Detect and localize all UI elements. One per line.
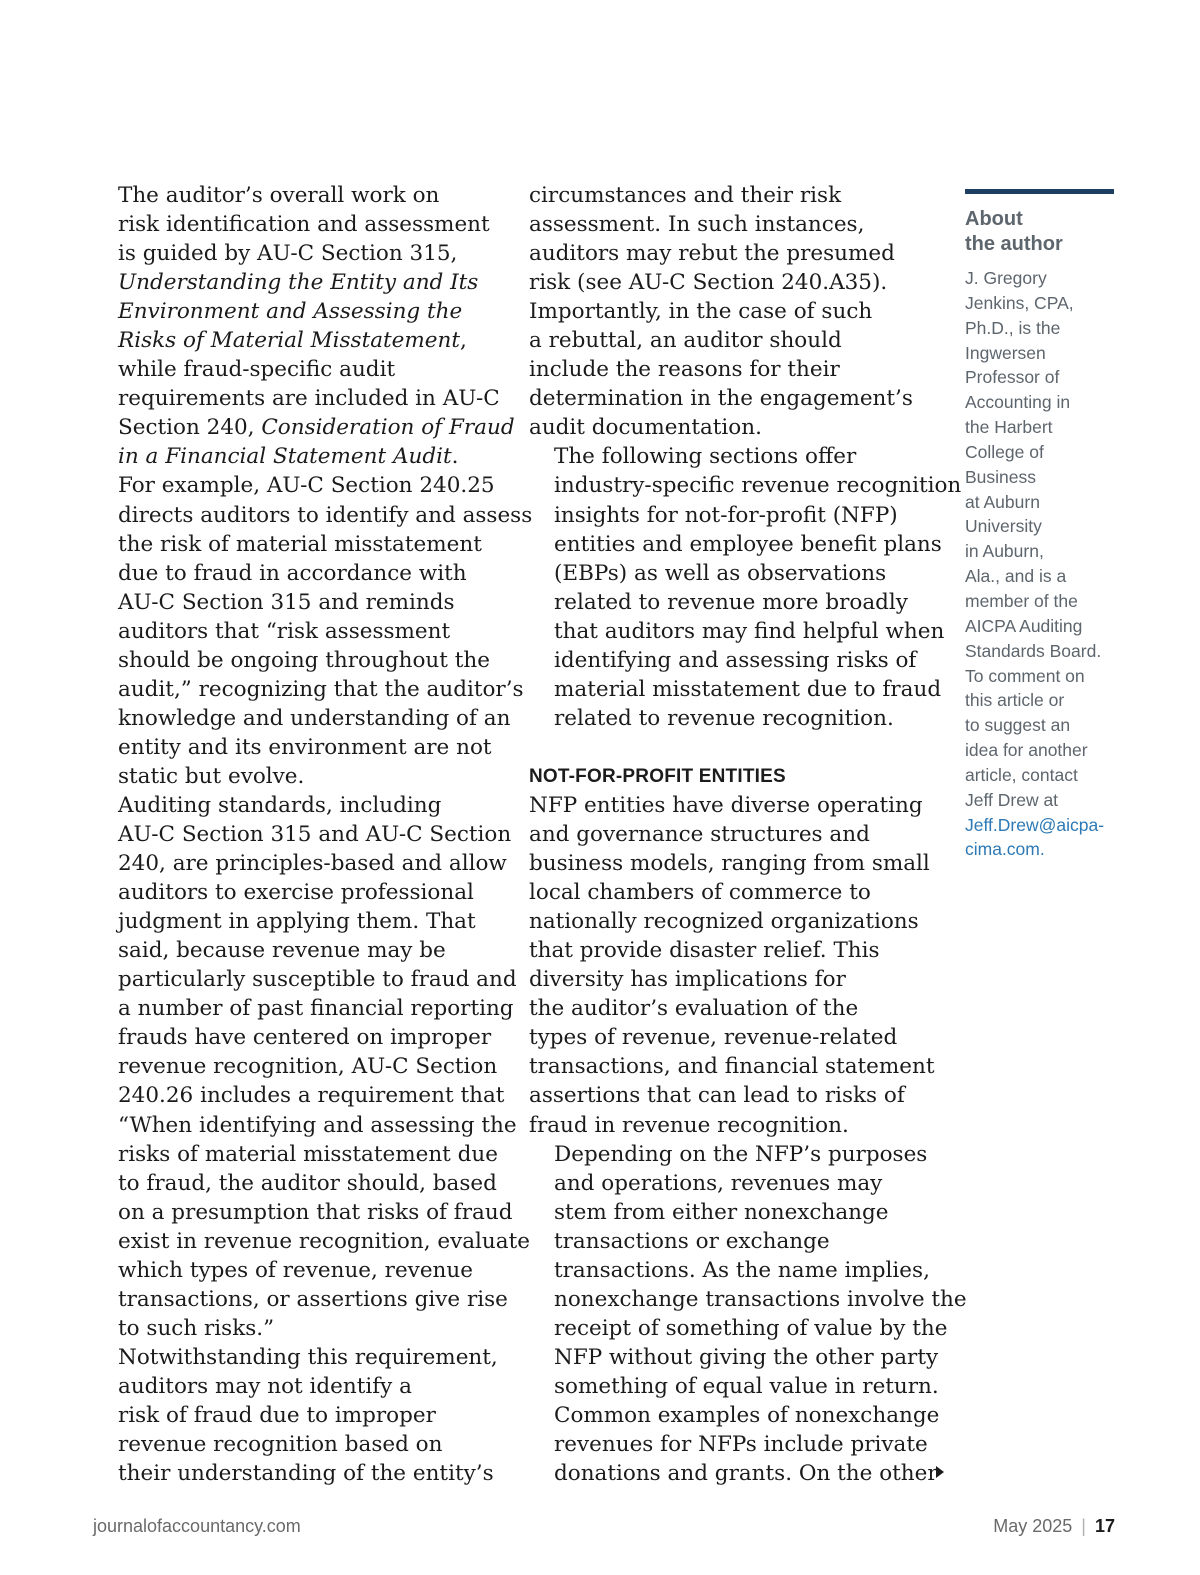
bio-line: member of the (965, 590, 1078, 611)
bio-line: Jeff Drew at (965, 789, 1059, 810)
author-email-link[interactable]: cima.com. (965, 839, 1045, 860)
text-line: fraud in revenue recognition. (529, 1112, 849, 1138)
text-line: due to fraud in accordance with (118, 560, 467, 586)
text-line: Common examples of nonexchange (554, 1402, 940, 1428)
article-column-left (93, 181, 533, 1488)
bio-line: Jenkins, CPA, (965, 292, 1074, 313)
italic-title: Understanding the Entity and Its (118, 270, 479, 296)
text-line: NFP without giving the other party (554, 1344, 939, 1370)
text-line: audit documentation. (529, 415, 762, 441)
text-line: that auditors may find helpful when (554, 618, 945, 644)
italic-title: Consideration of Fraud (261, 415, 515, 441)
author-email-link[interactable]: Jeff.Drew@aicpa- (965, 814, 1105, 835)
paragraph (529, 1140, 967, 1489)
text-line: and operations, revenues may (554, 1170, 883, 1196)
italic-title: in a Financial Statement Audit (118, 444, 452, 470)
text-line: 240.26 includes a requirement that (118, 1083, 505, 1109)
bio-line: AICPA Auditing (965, 615, 1083, 636)
continue-arrow-icon[interactable] (936, 1466, 944, 1478)
text-line: determination in the engagement’s (529, 386, 913, 412)
bio-line: Ingwersen (965, 342, 1046, 363)
text-line: AU-C Section 315 and AU-C Section (118, 822, 512, 848)
text-line: types of revenue, revenue-related (529, 1025, 898, 1051)
bio-line: J. Gregory (965, 268, 1047, 288)
text-line: Importantly, in the case of such (529, 299, 873, 325)
text-line: risk identification and assessment (118, 212, 490, 238)
sidebar-heading-line: About (965, 208, 1023, 230)
page-footer (93, 1516, 1115, 1542)
bio-line: to suggest an (965, 715, 1071, 736)
text-line: transactions. As the name implies, (554, 1257, 930, 1283)
text-line: to fraud, the auditor should, based (118, 1170, 497, 1196)
text-line: directs auditors to identify and assess (118, 502, 533, 528)
text-line (93, 413, 513, 442)
text-line: receipt of something of value by the (554, 1315, 948, 1341)
line-punct: , (459, 328, 467, 354)
text-line: on a presumption that risks of fraud (118, 1199, 513, 1225)
text-line: particularly susceptible to fraud and (118, 967, 517, 993)
text-line: exist in revenue recognition, evaluate (118, 1228, 530, 1254)
text-line: transactions, or assertions give rise (118, 1286, 508, 1312)
text-line: auditors may rebut the presumed (529, 241, 895, 267)
text-line: AU-C Section 315 and reminds (118, 589, 455, 615)
text-line: nonexchange transactions involve the (554, 1286, 967, 1312)
bio-line: idea for another (965, 740, 1088, 761)
text-line: requirements are included in AU-C (118, 386, 500, 412)
text-line: (EBPs) as well as observations (554, 560, 887, 586)
italic-title: Environment and Assessing the (118, 299, 463, 325)
text-line: while fraud-specific audit (118, 357, 396, 383)
paragraph (93, 791, 530, 1343)
text-line: their understanding of the entity’s (118, 1461, 494, 1487)
text-line: audit,” recognizing that the auditor’s (118, 676, 524, 702)
text-line: donations and grants. On the other (554, 1461, 938, 1487)
line-punct: . (451, 444, 459, 470)
site-url[interactable]: journalofaccountancy.com (93, 1516, 301, 1536)
bio-line: article, contact (965, 764, 1078, 785)
text-line: nationally recognized organizations (529, 909, 919, 935)
text-line: auditors may not identify a (118, 1373, 412, 1399)
text-line: that provide disaster relief. This (529, 938, 880, 964)
text-line: insights for not-for-profit (NFP) (554, 502, 898, 528)
paragraph (93, 181, 533, 791)
sidebar-heading (965, 207, 1115, 257)
text-line (93, 297, 513, 326)
text-line: the auditor’s evaluation of the (529, 996, 859, 1022)
text-line: should be ongoing throughout the (118, 647, 490, 673)
bio-line: Standards Board. (965, 640, 1102, 661)
text-line: which types of revenue, revenue (118, 1257, 473, 1283)
text-line: The auditor’s overall work on (118, 183, 440, 208)
text-line: a rebuttal, an auditor should (529, 328, 842, 354)
text-line: 240, are principles-based and allow (118, 851, 507, 877)
bio-line: University (965, 516, 1042, 537)
text-line: revenue recognition based on (118, 1432, 443, 1458)
text-line: frauds have centered on improper (118, 1025, 492, 1051)
bio-line: Professor of (965, 367, 1060, 388)
text-line: judgment in applying them. That (118, 909, 476, 935)
text-line: industry-specific revenue recognition (554, 473, 962, 499)
text-line: For example, AU-C Section 240.25 (118, 473, 495, 499)
text-line: risk of fraud due to improper (118, 1402, 436, 1428)
bio-line: To comment on (965, 665, 1085, 686)
text-line: a number of past financial reporting (118, 996, 514, 1022)
line-text: Section 240, (118, 415, 262, 441)
text-line (93, 442, 513, 471)
text-line: entities and employee benefit plans (554, 531, 942, 557)
text-line: entity and its environment are not (118, 734, 492, 760)
sidebar-rule (965, 189, 1114, 194)
paragraph (529, 791, 949, 1140)
text-line: circumstances and their risk (529, 183, 842, 208)
text-line: material misstatement due to fraud (554, 676, 942, 702)
issue-date: May 2025 (993, 1516, 1073, 1536)
text-line: The following sections offer (554, 444, 857, 470)
text-line: diversity has implications for (529, 967, 846, 993)
text-line: to such risks.” (118, 1315, 275, 1341)
issue-info (993, 1516, 1115, 1537)
text-line: include the reasons for their (529, 357, 840, 383)
text-line: Notwithstanding this requirement, (118, 1344, 498, 1370)
text-line: auditors to exercise professional (118, 880, 474, 906)
text-line: transactions or exchange (554, 1228, 830, 1254)
text-line: related to revenue more broadly (554, 589, 908, 615)
text-line: revenue recognition, AU-C Section (118, 1054, 498, 1080)
paragraph (529, 181, 949, 442)
text-line: the risk of material misstatement (118, 531, 482, 557)
bio-line: Business (965, 466, 1037, 487)
bio-line: the Harbert (965, 417, 1053, 438)
text-line: risks of material misstatement due (118, 1141, 498, 1167)
text-line: revenues for NFPs include private (554, 1432, 928, 1458)
text-line: assertions that can lead to risks of (529, 1083, 905, 1109)
text-line: and governance structures and (529, 822, 870, 848)
bio-line: Accounting in (965, 392, 1071, 413)
text-line: assessment. In such instances, (529, 212, 865, 238)
paragraph (93, 1343, 513, 1488)
text-line: said, because revenue may be (118, 938, 446, 964)
bio-line: this article or (965, 690, 1065, 711)
bio-line: Ala., and is a (965, 566, 1067, 587)
paragraph (529, 442, 962, 732)
page-number: 17 (1094, 1516, 1115, 1536)
footer-separator: | (1081, 1516, 1086, 1536)
bio-line: in Auburn, (965, 541, 1044, 562)
article-column-middle (529, 181, 967, 1488)
sidebar-heading-line: the author (965, 233, 1063, 255)
text-line: business models, ranging from small (529, 851, 930, 877)
text-line (93, 268, 513, 297)
text-line: is guided by AU-C Section 315, (118, 241, 458, 267)
text-line (93, 326, 513, 355)
author-bio (965, 266, 1115, 862)
text-line: Depending on the NFP’s purposes (554, 1141, 928, 1167)
text-line: related to revenue recognition. (554, 705, 894, 731)
text-line: identifying and assessing risks of (554, 647, 917, 673)
bio-line: Ph.D., is the (965, 317, 1061, 338)
bio-line: College of (965, 441, 1044, 462)
text-line: static but evolve. (118, 763, 305, 789)
text-line: stem from either nonexchange (554, 1199, 889, 1225)
text-line: knowledge and understanding of an (118, 705, 511, 731)
text-line: auditors that “risk assessment (118, 618, 451, 644)
text-line: Auditing standards, including (118, 792, 442, 818)
text-line: “When identifying and assessing the (118, 1112, 517, 1138)
text-line: transactions, and financial statement (529, 1054, 935, 1080)
text-line: something of equal value in return. (554, 1373, 939, 1399)
italic-title: Risks of Material Misstatement (118, 328, 460, 354)
text-line: NFP entities have diverse operating (529, 792, 923, 818)
section-heading: NOT-FOR-PROFIT ENTITIES (529, 765, 786, 787)
bio-line: at Auburn (965, 491, 1040, 512)
text-line: local chambers of commerce to (529, 880, 871, 906)
text-line: risk (see AU-C Section 240.A35). (529, 270, 888, 296)
about-author-sidebar (965, 189, 1115, 862)
